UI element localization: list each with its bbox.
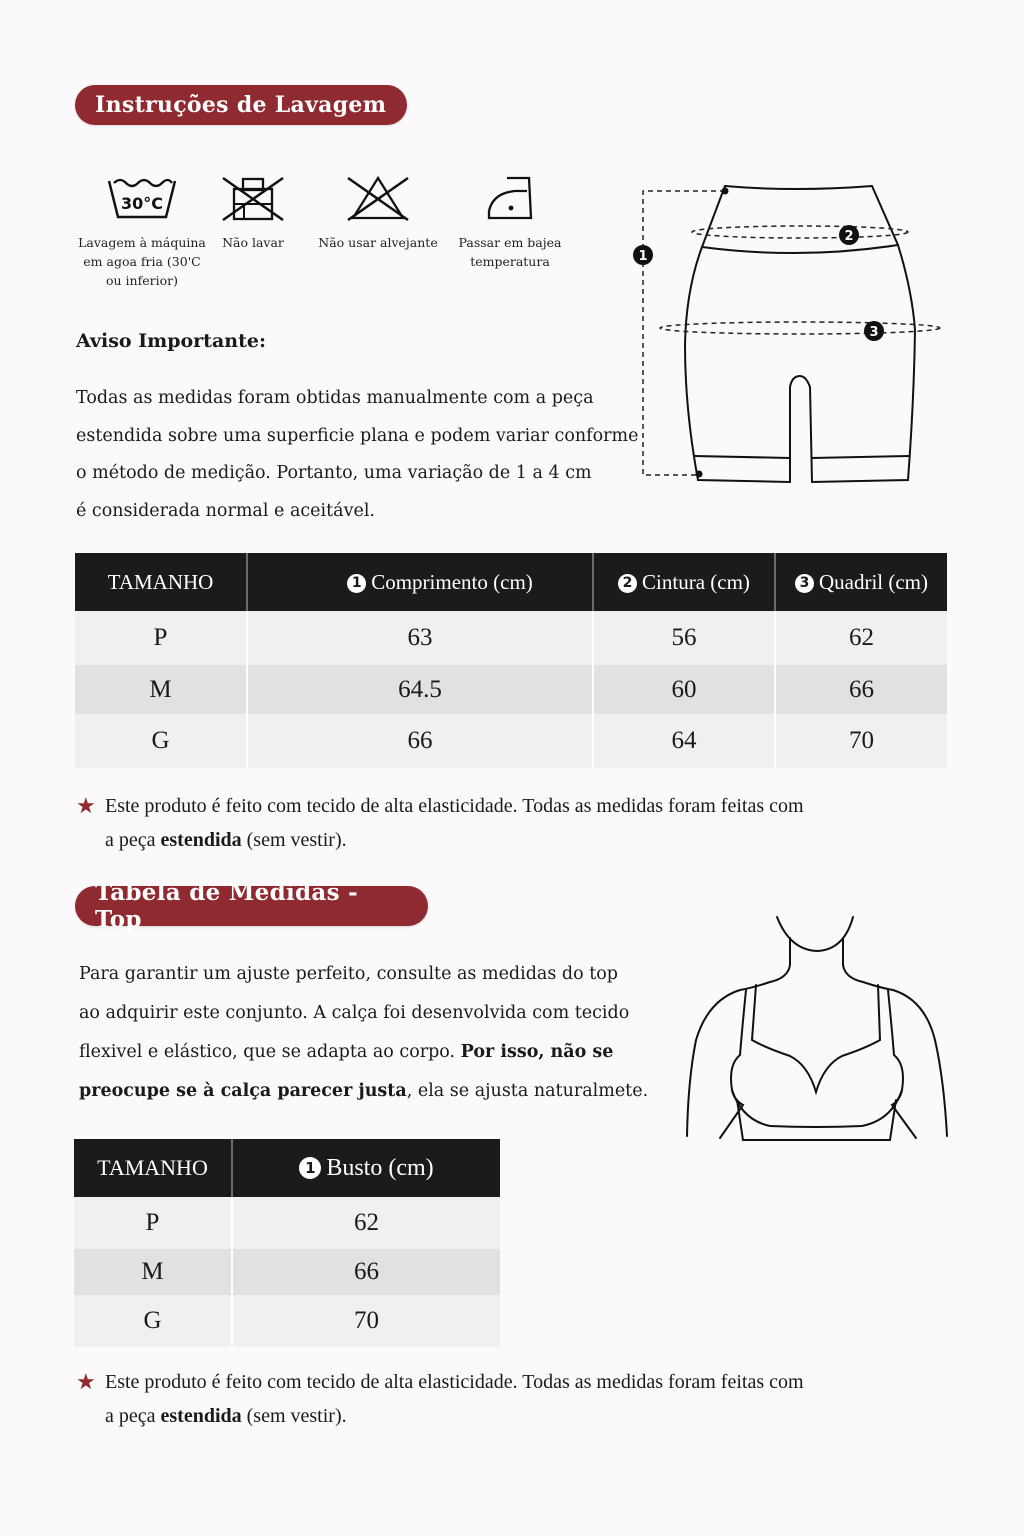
notice-line: é considerada normal e aceitável. (76, 500, 375, 521)
cell-size: G (74, 1295, 232, 1347)
cell-waist: 60 (593, 665, 775, 714)
do-not-bleach-icon (345, 175, 411, 221)
care-item-no-bleach (313, 175, 443, 252)
note-line-2: a peça estendida (sem vestir). (105, 829, 347, 851)
care-label-line: Não lavar (222, 235, 284, 250)
care-label-line: Lavagem à máquina (78, 235, 206, 250)
cell-bust: 62 (232, 1197, 500, 1249)
svg-text:3: 3 (869, 325, 879, 340)
header-bust: 1 Busto (cm) (232, 1139, 500, 1197)
table-row (74, 1249, 500, 1295)
star-icon: ★ (76, 1369, 96, 1394)
cell-length: 66 (247, 714, 593, 768)
cell-size: M (75, 665, 247, 714)
top-title-text: Tabela de Medidas - Top (95, 879, 359, 933)
marker-2 (839, 225, 859, 245)
care-label-line: Não usar alvejante (318, 235, 438, 250)
care-label-line: temperatura (470, 254, 550, 269)
cell-bust: 70 (232, 1295, 500, 1347)
notice-title: Aviso Importante: (76, 330, 266, 352)
marker-3 (864, 321, 884, 341)
washing-title-text: Instruções de Lavagem (95, 92, 387, 118)
left-strap-outer (720, 990, 746, 1138)
care-label-line: ou inferior) (106, 273, 178, 288)
top-measurements-title (75, 879, 428, 933)
wash-temp-label: 30°C (120, 194, 164, 213)
care-label-line: em agoa fria (30'C (83, 254, 201, 269)
header-size: TAMANHO (75, 553, 247, 611)
cell-hip: 66 (775, 665, 947, 714)
top-size-table (74, 1139, 500, 1347)
hip-measure-line (660, 322, 940, 334)
top-description (79, 955, 648, 1111)
header-waist: 2 Cintura (cm) (593, 553, 775, 611)
left-hem-line (694, 456, 790, 458)
cell-length: 64.5 (247, 665, 593, 714)
care-label-line: Passar em bajea (458, 235, 562, 250)
table-row (74, 1197, 500, 1249)
care-item-iron-low (452, 175, 568, 271)
notice-line: estendida sobre uma superficie plana e podem variar conforme (76, 425, 639, 446)
iron-low-temp-icon (485, 175, 535, 221)
table-row (74, 1295, 500, 1347)
washing-instructions-title (75, 85, 407, 125)
top-desc-line: Para garantir um ajuste perfeito, consulte as medidas do top (79, 964, 618, 984)
underbust-line (732, 1090, 902, 1127)
note-line-2: a peça estendida (sem vestir). (105, 1405, 347, 1427)
notice-text (76, 380, 638, 530)
top-garment-diagram (670, 900, 970, 1160)
note-line-1: Este produto é feito com tecido de alta elasticidade. Todas as medidas foram feitas com (105, 1371, 804, 1393)
elasticity-note-top (76, 1365, 804, 1433)
do-not-wash-icon (220, 175, 286, 221)
note-line-1: Este produto é feito com tecido de alta elasticidade. Todas as medidas foram feitas com (105, 795, 804, 817)
cell-hip: 62 (775, 611, 947, 665)
header-length: 1 Comprimento (cm) (247, 553, 593, 611)
notice-line: Todas as medidas foram obtidas manualmente com a peça (76, 388, 594, 408)
wash-30c-icon (106, 175, 178, 221)
cell-hip: 70 (775, 714, 947, 768)
waist-measure-line (692, 226, 908, 238)
top-desc-line: flexivel e elástico, que se adapta ao corpo. Por isso, não se (79, 1042, 614, 1062)
header-size: TAMANHO (74, 1139, 232, 1197)
cell-waist: 56 (593, 611, 775, 665)
top-desc-line: ao adquirir este conjunto. A calça foi desenvolvida com tecido (79, 1003, 630, 1023)
notice-line: o método de medição. Portanto, uma variação de 1 a 4 cm (76, 463, 592, 483)
header-hip: 3 Quadril (cm) (775, 553, 947, 611)
neckline (752, 985, 880, 1092)
top-desc-line: preocupe se à calça parecer justa, ela se ajusta naturalmete. (79, 1081, 649, 1101)
elasticity-note (76, 789, 804, 857)
cell-size: G (75, 714, 247, 768)
cell-bust: 66 (232, 1249, 500, 1295)
table-row (75, 611, 947, 665)
shorts-measurement-diagram (630, 170, 950, 490)
cell-waist: 64 (593, 714, 775, 768)
cell-size: P (75, 611, 247, 665)
table-row (75, 665, 947, 714)
marker-1 (633, 245, 653, 265)
table-row (75, 714, 947, 768)
band-outline (737, 1100, 896, 1140)
cell-size: M (74, 1249, 232, 1295)
table-header-row (74, 1139, 500, 1197)
waistband-line (702, 245, 898, 253)
bottom-size-table (75, 553, 947, 768)
svg-text:2: 2 (844, 229, 854, 244)
care-item-wash-30 (76, 175, 208, 290)
right-strap-outer (888, 990, 916, 1138)
svg-text:1: 1 (638, 249, 648, 264)
chin-line (777, 917, 853, 951)
table-header-row (75, 553, 947, 611)
right-hem-line (812, 456, 910, 458)
care-item-no-wash (210, 175, 296, 252)
star-icon: ★ (76, 793, 96, 818)
cell-length: 63 (247, 611, 593, 665)
cell-size: P (74, 1197, 232, 1249)
